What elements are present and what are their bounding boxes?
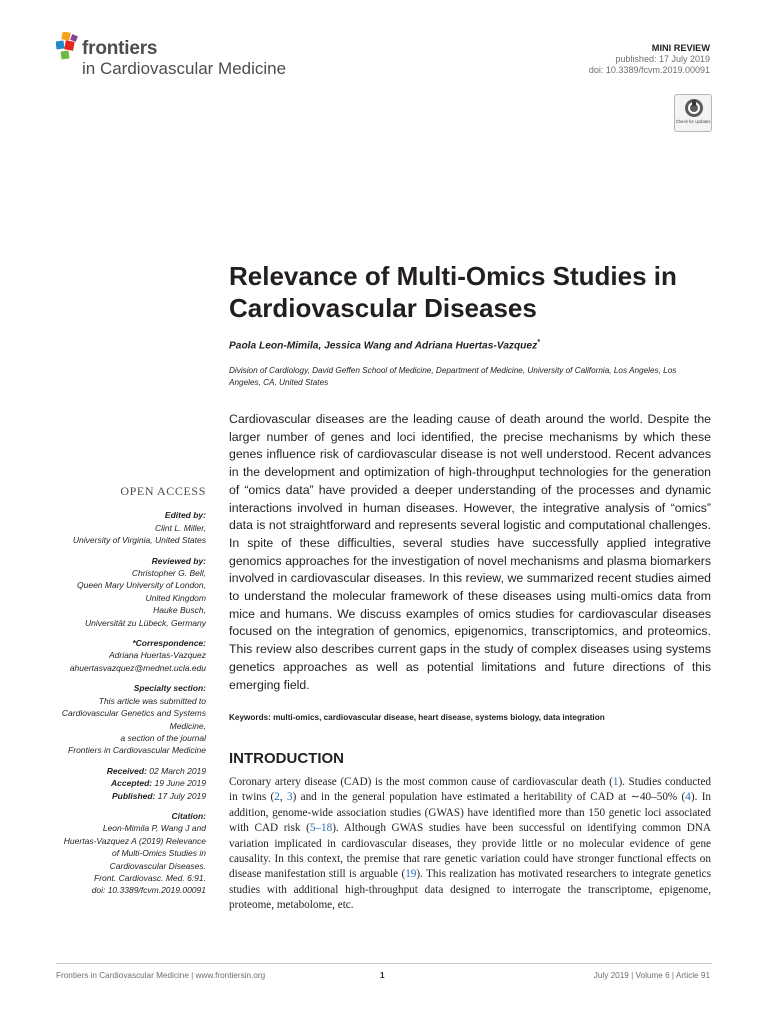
article-meta-header [589,43,710,76]
specialty-label: Specialty section: [133,683,206,694]
intro-text: ). This realization has motivated researchers to integrate genetics studies with additional high-throughput data designed to interrogate the transcriptome, epigenome, proteome, metabolome, etc. [229,868,711,912]
introduction-paragraph [229,775,711,914]
article-type: MINI REVIEW [651,43,710,53]
author-list [229,339,540,351]
reviewer-line: Hauke Busch, [153,605,206,616]
open-access-label: OPEN ACCESS [120,484,206,498]
reviewed-by-label: Reviewed by: [151,555,206,566]
intro-text: ). Studies conducted in twins ( [229,776,712,804]
specialty-line: Cardiovascular Genetics and Systems [61,708,206,719]
reviewer-line: United Kingdom [145,592,206,603]
reviewer-line: Christopher G. Bell, [131,568,206,579]
abstract: Cardiovascular diseases are the leading cause of death around the world. Despite the larger number of genes and loci identified, the precise mechanisms by which these genes influence risk of cardiovascular disease is not well understood. Recent advances in the development and optimization of high-throughput technologies for the generation of “omics data” have provided a deeper understanding of the processes and dynamic interactions involved in human diseases. However, the integrative analysis of “omics” data is not straightforward and represents several logistic and computational challenges. In spite of these difficulties, several studies have successfully applied integrative genomics approaches for the investigation of novel mechanisms and plasma biomarkers involved in cardiovascular diseases. In this review, we summarized recent studies aimed to understand the molecular framework of these diseases using multi-omics data from mice and humans. We discuss examples of omics studies for cardiovascular diseases focused on the integration of genomics, epigenomics, transcriptomics, and proteomics. This review also describes current gaps in the study of complex diseases using systems genetics approaches as well as potential limitations and future directions of this emerging field. [229,412,711,692]
crossmark-icon [684,98,704,118]
reviewer-line: Universität zu Lübeck, Germany [85,617,206,628]
edited-by-block [16,509,206,546]
footer-divider [56,963,712,964]
editor-name: Clint L. Miller, [154,522,206,533]
published-label: Published: [111,790,156,801]
reviewed-by-block [16,555,206,629]
authors-text: Paola Leon-Mimila, Jessica Wang and Adriana Huertas-Vazquez [229,340,538,352]
published-value: 17 July 2019 [157,790,206,801]
footer-journal-link[interactable]: Frontiers in Cardiovascular Medicine | www.frontiersin.org [56,971,266,980]
correspondence-label: *Correspondence: [132,638,206,649]
correspondent-email[interactable]: ahuertasvazquez@mednet.ucla.edu [69,662,206,673]
accepted-label: Accepted: [111,778,153,789]
journal-logo[interactable] [56,32,316,82]
journal-name: in Cardiovascular Medicine [82,59,287,78]
citation-label: Citation: [171,810,206,821]
check-for-updates-label: Check for updates [675,119,711,124]
received-date [16,765,206,777]
keywords: Keywords: multi-omics, cardiovascular disease, heart disease, systems biology, data integration [229,713,605,722]
reviewer-line: Queen Mary University of London, [77,580,206,591]
accepted-date [16,777,206,789]
intro-text: Coronary artery disease (CAD) is the most common cause of cardiovascular death ( [229,776,613,788]
specialty-block [16,682,206,756]
specialty-line: This article was submitted to [98,695,206,706]
citation-doi[interactable]: doi: 10.3389/fcvm.2019.00091 [91,885,206,896]
citation-ref[interactable]: 5–18 [309,822,333,835]
citation-line: Cardiovascular Diseases. [109,860,206,871]
received-label: Received: [106,765,147,776]
citation-line: Huertas-Vazquez A (2019) Relevance [63,835,206,846]
citation-line: Leon-Mimila P, Wang J and [102,823,206,834]
specialty-line: Frontiers in Cardiovascular Medicine [68,745,206,756]
correspondence-block [16,637,206,674]
dates-block [16,765,206,802]
published-date-sidebar [16,790,206,802]
citation-ref[interactable]: 3 [286,791,293,804]
article-title: Relevance of Multi-Omics Studies in Cardiovascular Diseases [229,261,677,323]
citation-ref[interactable]: 2 [274,791,280,804]
citation-line: of Multi-Omics Studies in [112,848,206,859]
published-date: published: 17 July 2019 [615,54,710,64]
citation-line: Front. Cardiovasc. Med. 6:91. [94,872,206,883]
article-info-sidebar [16,485,206,905]
specialty-line: a section of the journal [120,732,206,743]
section-heading-introduction: INTRODUCTION [229,750,344,767]
correspondent-name: Adriana Huertas-Vazquez [108,650,206,661]
accepted-value: 19 June 2019 [154,778,206,789]
citation-ref[interactable]: 1 [612,776,619,788]
corresponding-mark: * [537,339,540,346]
citation-ref[interactable]: 19 [405,868,417,881]
edited-by-label: Edited by: [164,510,206,521]
check-for-updates-button[interactable] [674,94,712,132]
intro-text: ) and in the general population have estimated a heritability of CAD at ∼40–50% ( [292,791,686,804]
intro-text: , [279,791,287,804]
received-value: 02 March 2019 [149,765,206,776]
page-number: 1 [380,971,385,980]
specialty-line: Medicine, [169,720,206,731]
intro-text: ). In addition, genome-wide association studies (GWAS) have identified more than 150 genetic loci associated with CAD risk ( [229,791,712,835]
editor-affiliation: University of Virginia, United States [72,535,206,546]
citation-block [16,810,206,897]
intro-text: ). Although GWAS studies have been successful on identifying common DNA variation implicated in cardiovascular diseases, they provide little or no molecular evidence of gene causality. In this context, the premise that rare genetic variation could have stronger functional effects on disease manifestation still is arguable ( [229,822,711,881]
frontiers-logo-icon [56,32,80,60]
brand-name: frontiers [82,38,158,59]
citation-ref[interactable]: 4 [685,791,691,804]
affiliation: Division of Cardiology, David Geffen School of Medicine, Department of Medicine, University of California, Los Angeles, Los Angeles, CA, United States [229,366,677,387]
footer-issue-info: July 2019 | Volume 6 | Article 91 [593,971,710,980]
doi-link[interactable]: doi: 10.3389/fcvm.2019.00091 [588,65,710,75]
